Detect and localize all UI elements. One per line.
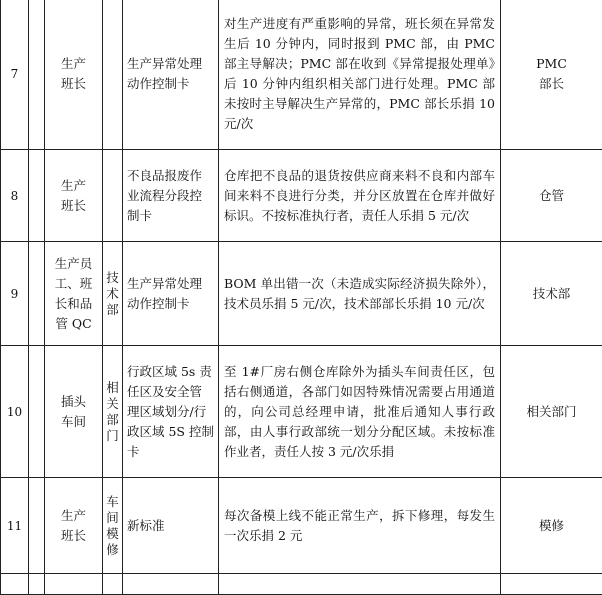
responsible-line: 生产: [48, 506, 99, 526]
empty-cell: [45, 574, 103, 595]
owner-cell: [501, 242, 602, 346]
spacer-cell: [29, 0, 45, 150]
spacer-cell: [29, 242, 45, 346]
row-number: 7: [1, 0, 29, 150]
responsible-line: 生产: [48, 54, 99, 74]
spacer-cell: [29, 478, 45, 574]
responsible-line: 工、班: [48, 274, 99, 294]
owner-line: PMC: [503, 54, 600, 74]
dept-char: 部: [104, 302, 121, 318]
form-cell: 不良品报废作业流程分段控制卡: [123, 150, 219, 242]
row-number: 11: [1, 478, 29, 574]
row-number: 8: [1, 150, 29, 242]
responsible-cell: [45, 242, 103, 346]
description-cell: 对生产进度有严重影响的异常，班长须在异常发生后 10 分钟内，同时报到 PMC 部，由 PMC 部主导解决；PMC 部在收到《异常提报处理单》后 10 分钟内组织相关部门进行处理。PMC 部未按时主导解决生产异常的，PMC 部长乐捐 10 元/次: [219, 0, 501, 150]
owner-cell: [501, 0, 602, 150]
empty-cell: [501, 574, 602, 595]
responsible-line: 管 QC: [48, 314, 99, 334]
row-number: 10: [1, 346, 29, 478]
dept-char: 车: [104, 494, 121, 510]
owner-line: 部长: [503, 74, 600, 94]
description-cell: 每次备模上线不能正常生产，拆下修理，每发生一次乐捐 2 元: [219, 478, 501, 574]
table-row: [1, 0, 602, 150]
dept-char: 间: [104, 510, 121, 526]
row-number: 9: [1, 242, 29, 346]
responsible-line: 生产员: [48, 254, 99, 274]
owner-line: 相关部门: [503, 402, 600, 422]
responsible-cell: [45, 150, 103, 242]
dept-char: 模: [104, 526, 121, 542]
description-cell: BOM 单出错一次（未造成实际经济损失除外），技术员乐捐 5 元/次，技术部部长乐捐 10 元/次: [219, 242, 501, 346]
owner-line: 仓管: [503, 186, 600, 206]
dept-char: 门: [104, 428, 121, 444]
table-row: [1, 346, 602, 478]
empty-cell: [123, 574, 219, 595]
form-cell: 生产异常处理动作控制卡: [123, 0, 219, 150]
empty-cell: [219, 574, 501, 595]
dept-char: 关: [104, 396, 121, 412]
dept-char: 相: [104, 380, 121, 396]
responsible-line: 车间: [48, 412, 99, 432]
spacer-cell: [29, 346, 45, 478]
dept-char: 术: [104, 286, 121, 302]
table-row: [1, 150, 602, 242]
owner-cell: [501, 150, 602, 242]
dept-char: 技: [104, 270, 121, 286]
dept-cell: [103, 346, 123, 478]
table-row: [1, 478, 602, 574]
responsible-line: 班长: [48, 196, 99, 216]
responsible-line: 班长: [48, 526, 99, 546]
dept-char: 部: [104, 412, 121, 428]
responsible-line: 长和品: [48, 294, 99, 314]
responsible-cell: [45, 346, 103, 478]
dept-cell: [103, 0, 123, 150]
owner-line: 模修: [503, 516, 600, 536]
table-row-partial: [1, 574, 602, 595]
responsible-line: 班长: [48, 74, 99, 94]
dept-cell: [103, 478, 123, 574]
form-cell: 新标准: [123, 478, 219, 574]
responsible-line: 生产: [48, 176, 99, 196]
owner-cell: [501, 478, 602, 574]
dept-char: 修: [104, 542, 121, 558]
empty-cell: [103, 574, 123, 595]
form-cell: 行政区域 5s 责任区及安全管理区域划分/行政区域 5S 控制卡: [123, 346, 219, 478]
dept-cell: [103, 242, 123, 346]
empty-cell: [1, 574, 29, 595]
owner-line: 技术部: [503, 284, 600, 304]
empty-cell: [29, 574, 45, 595]
form-cell: 生产异常处理动作控制卡: [123, 242, 219, 346]
owner-cell: [501, 346, 602, 478]
description-cell: 至 1#厂房右侧仓库除外为插头车间责任区，包括右侧通道，各部门如因特殊情况需要占用通道的，向公司总经理申请，批准后通知人事行政部，由人事行政部统一划分分配区域。未按标准作业者，责任人按 3 元/次乐捐: [219, 346, 501, 478]
spacer-cell: [29, 150, 45, 242]
responsible-cell: [45, 478, 103, 574]
description-cell: 仓库把不良品的退货按供应商来料不良和内部车间来料不良进行分类，并分区放置在仓库并做好标识。不按标准执行者，责任人乐捐 5 元/次: [219, 150, 501, 242]
responsible-line: 插头: [48, 392, 99, 412]
dept-cell: [103, 150, 123, 242]
responsible-cell: [45, 0, 103, 150]
table-row: [1, 242, 602, 346]
